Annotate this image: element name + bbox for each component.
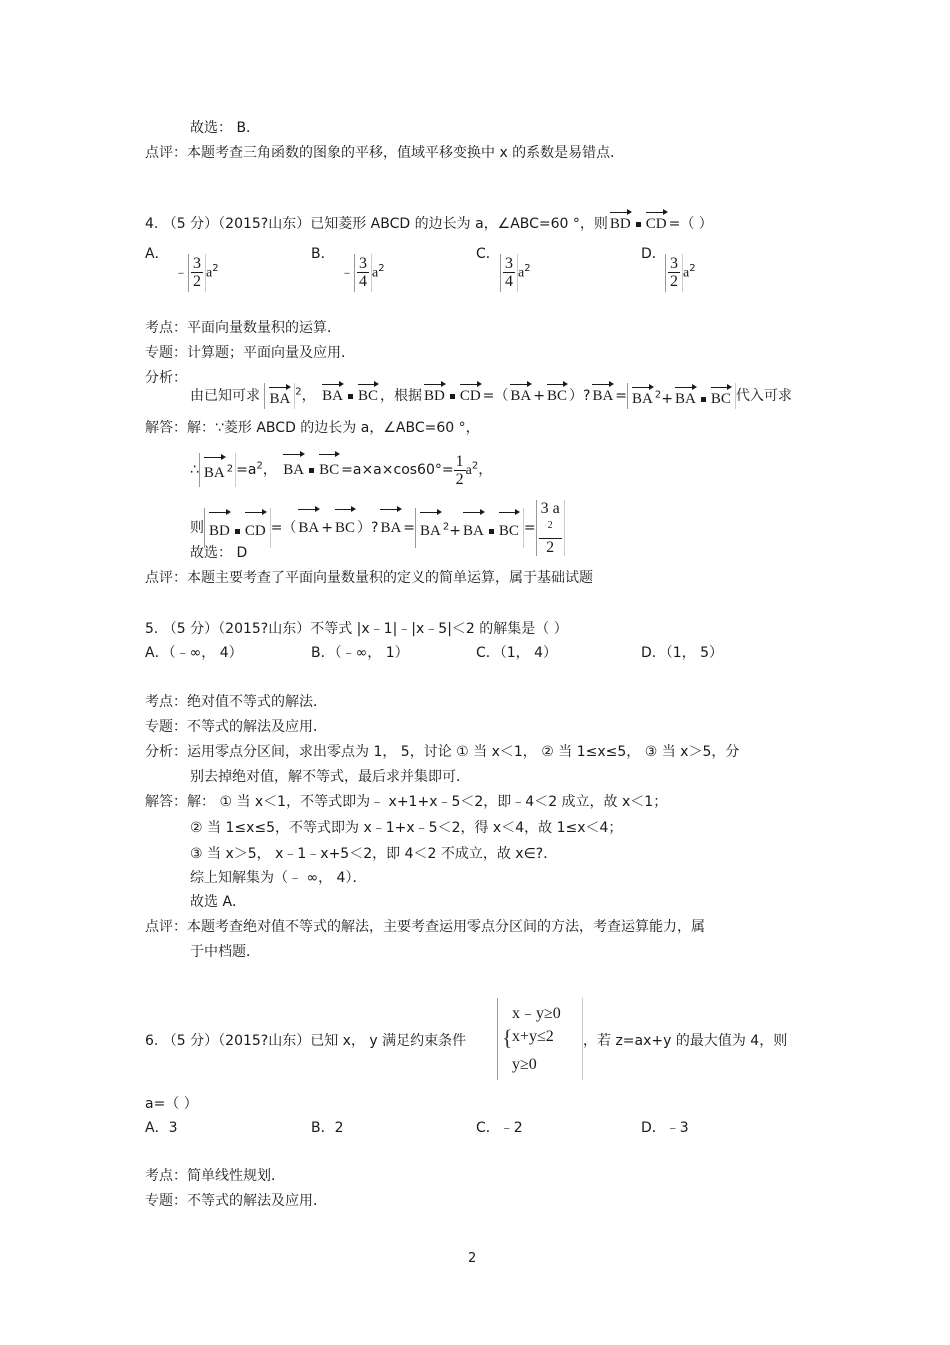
prev-answer: 故选： B． [190,120,261,136]
q5-option-b: B．（﹣∞， 1） [311,645,409,661]
q5-kaodian: 考点：绝对值不等式的解法． [145,694,327,710]
q4-option-d-value: $\frac{3}{2}$ $a^2$ [665,250,696,293]
q4-kaodian: 考点：平面向量数量积的运算． [145,320,341,336]
q5-fenxi-line2: 别去掉绝对值，解不等式，最后求并集即可． [190,769,470,785]
q4-stem [145,208,713,234]
constraint-1: x﹣y≥0 [512,1005,561,1022]
q5-zhuanti: 专题：不等式的解法及应用． [145,719,327,735]
q4-stem-prefix: 4. （5 分）（2015?山东）已知菱形 ABCD 的边长为 a，∠ABC=60 °，则 [145,216,608,232]
q6-stem-prefix: 6. （5 分）（2015?山东）已知 x， y 满足约束条件 [145,1033,467,1049]
vec-bd: BD [608,208,633,234]
q6-stem-suffix: ，若 z=ax+y 的最大值为 4，则 [583,1033,788,1049]
q4-zhuanti: 专题：计算题；平面向量及应用． [145,345,355,361]
option-label: B． [311,246,335,262]
q5-option-c: C．（1， 4） [476,645,558,661]
q4-jieda-line3: 则 BD CD =（ BA + BC ）? BA = BA $^2$+ BA BC = 3 a $^2$ 2 [190,500,565,556]
q5-jieda-line2: ② 当 1≤x≤5，不等式即为 x﹣1+x﹣5＜2，得 x＜4，故 1≤x＜4； [190,820,623,836]
fraction-half: $\frac{1}{2}$ [455,452,464,488]
q6-kaodian: 考点：简单线性规划． [145,1168,285,1184]
q4-option-a [145,244,169,264]
prev-comment-text: 本题考查三角函数的图象的平移，值域平移变换中 x 的系数是易错点． [187,145,625,161]
q4-option-a-value: ﹣ $\frac{3}{2}$ $a^2$ [174,255,219,291]
option-label: A． [145,246,169,262]
q5-jieda-line3: ③ 当 x＞5， x﹣1﹣x+5＜2，即 4＜2 不成立，故 x∈?． [190,846,558,862]
q6-option-c: C．﹣2 [476,1120,523,1136]
q4-fenxi-label: 分析： [145,370,187,386]
q4-answer: 故选： D [190,545,248,561]
q4-jieda-line2: ∴ BA $^2 =a^2$， BA BC =a×a×cos60°= $\frac{1}{2}$ $a^2$， [190,450,492,488]
constraint-system [497,998,583,1080]
left-brace-icon: { [502,1025,513,1050]
q4-option-c [476,244,500,264]
q4-stem-suffix: =（ ） [668,216,713,232]
q4-comment: 点评：本题主要考查了平面向量数量积的定义的简单运算，属于基础试题 [145,570,593,586]
vec-cd: CD [644,208,669,234]
q5-fenxi: 分析：运用零点分区间，求出零点为 1， 5，讨论 ① 当 x＜1， ② 当 1≤x≤5， ③ 当 x＞5，分 [145,744,740,760]
q5-stem: 5. （5 分）（2015?山东）不等式 |x﹣1|﹣|x﹣5|＜2 的解集是（ ） [145,621,568,637]
fraction-3a2: 3 a $^2$ 2 [540,500,560,557]
q5-option-d: D．（1， 5） [641,645,724,661]
q4-option-b-value: ﹣ $\frac{3}{4}$ $a^2$ [340,255,385,291]
q6-stem-line2: a=（ ） [145,1096,198,1112]
q6-option-a: A．3 [145,1120,178,1136]
q6-option-b: B．2 [311,1120,344,1136]
option-label: C． [476,246,500,262]
minus-sign: ﹣ [340,264,354,281]
prev-comment-label: 点评： [145,145,187,161]
option-label: D． [641,246,666,262]
q5-jieda: 解答：解： ① 当 x＜1，不等式即为﹣ x+1+x﹣5＜2，即﹣4＜2 成立，故 x＜1； [145,794,668,810]
constraint-2: x+y≤2 [512,1028,554,1045]
fraction: $\frac{3}{4}$ [505,255,513,291]
fraction: $\frac{3}{2}$ [670,255,678,291]
q4-option-b [311,244,335,264]
q4-option-c-value: $\frac{3}{4}$ $a^2$ [500,250,531,293]
dot-product-symbol [636,222,641,227]
q4-option-d [641,244,666,264]
q6-option-d: D．﹣3 [641,1120,689,1136]
q5-comment-line2: 于中档题． [190,944,260,960]
q6-zhuanti: 专题：不等式的解法及应用． [145,1193,327,1209]
fraction: $\frac{3}{4}$ [359,255,367,291]
q5-answer: 故选 A． [190,894,247,910]
constraint-3: y≥0 [512,1056,537,1073]
q5-jieda-line4: 综上知解集为（﹣ ∞， 4）． [190,870,367,886]
prev-comment [145,143,624,163]
q5-comment: 点评：本题考查绝对值不等式的解法，主要考查运用零点分区间的方法，考查运算能力，属 [145,919,705,935]
page-number: 2 [468,1251,477,1266]
q4-jieda: 解答：解：∵菱形 ABCD 的边长为 a，∠ABC=60 °， [145,420,480,436]
q4-fenxi: 由已知可求 BA $^2$， BA BC ，根据 BD CD =（ BA + BC ）? BA = BA $^2$+ BA BC 代入可求 [190,380,792,409]
minus-sign: ﹣ [174,264,188,281]
q5-option-a: A．（﹣∞， 4） [145,645,243,661]
fraction: $\frac{3}{2}$ [193,255,201,291]
